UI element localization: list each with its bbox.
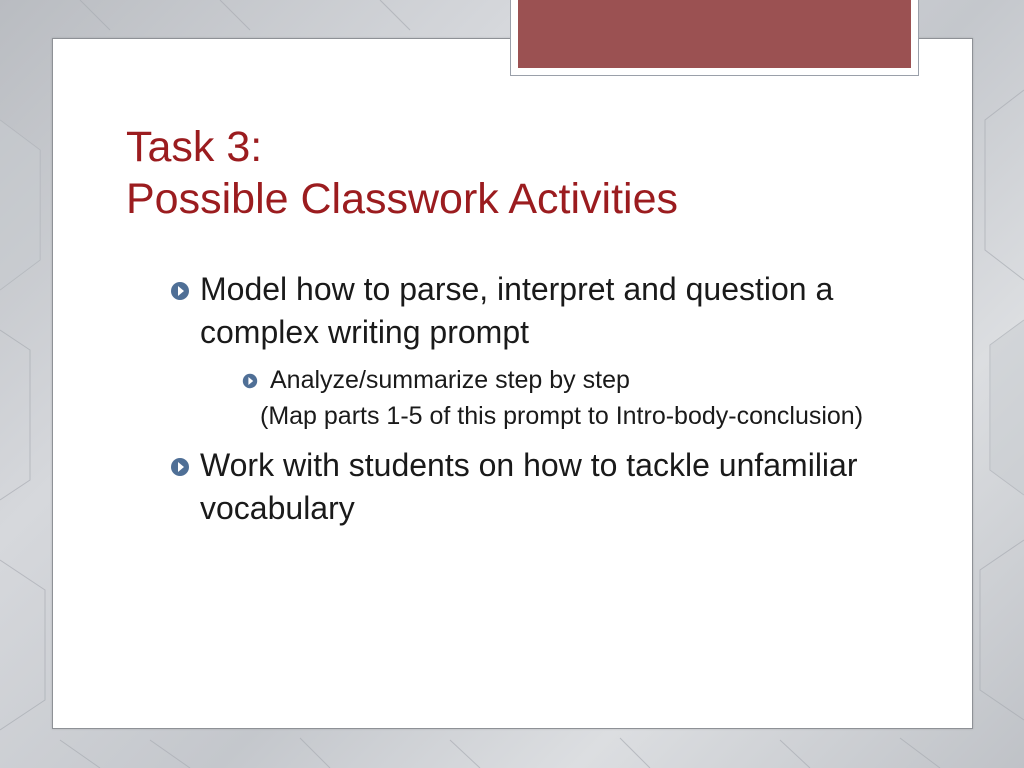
bullet-list [170, 268, 890, 530]
sub-bullet-item-1 [200, 362, 890, 434]
slide-title-line-2: Possible Classwork Activities [126, 175, 679, 223]
sub-bullet-list [200, 362, 890, 434]
bullet-item-2 [170, 444, 890, 530]
sub-bullet-item-1-line-1: Analyze/summarize step by step [270, 366, 630, 394]
bullet-item-1 [170, 268, 890, 444]
sub-bullet-item-1-line-rest: (Map parts 1-5 of this prompt to Intro-body-conclusion) [260, 402, 864, 430]
bullet-item-1-text: Model how to parse, interpret and question a complex writing prompt [200, 271, 834, 350]
slide-title-line-1: Task 3: [126, 123, 263, 171]
circle-arrow-right-icon [170, 281, 190, 301]
bullet-gap [200, 434, 890, 444]
bullet-item-2-text: Work with students on how to tackle unfamiliar vocabulary [200, 447, 858, 526]
slide-title [126, 121, 926, 225]
circle-arrow-right-icon [170, 457, 190, 477]
title-accent-bar [518, 0, 911, 68]
circle-arrow-right-icon [242, 373, 258, 389]
